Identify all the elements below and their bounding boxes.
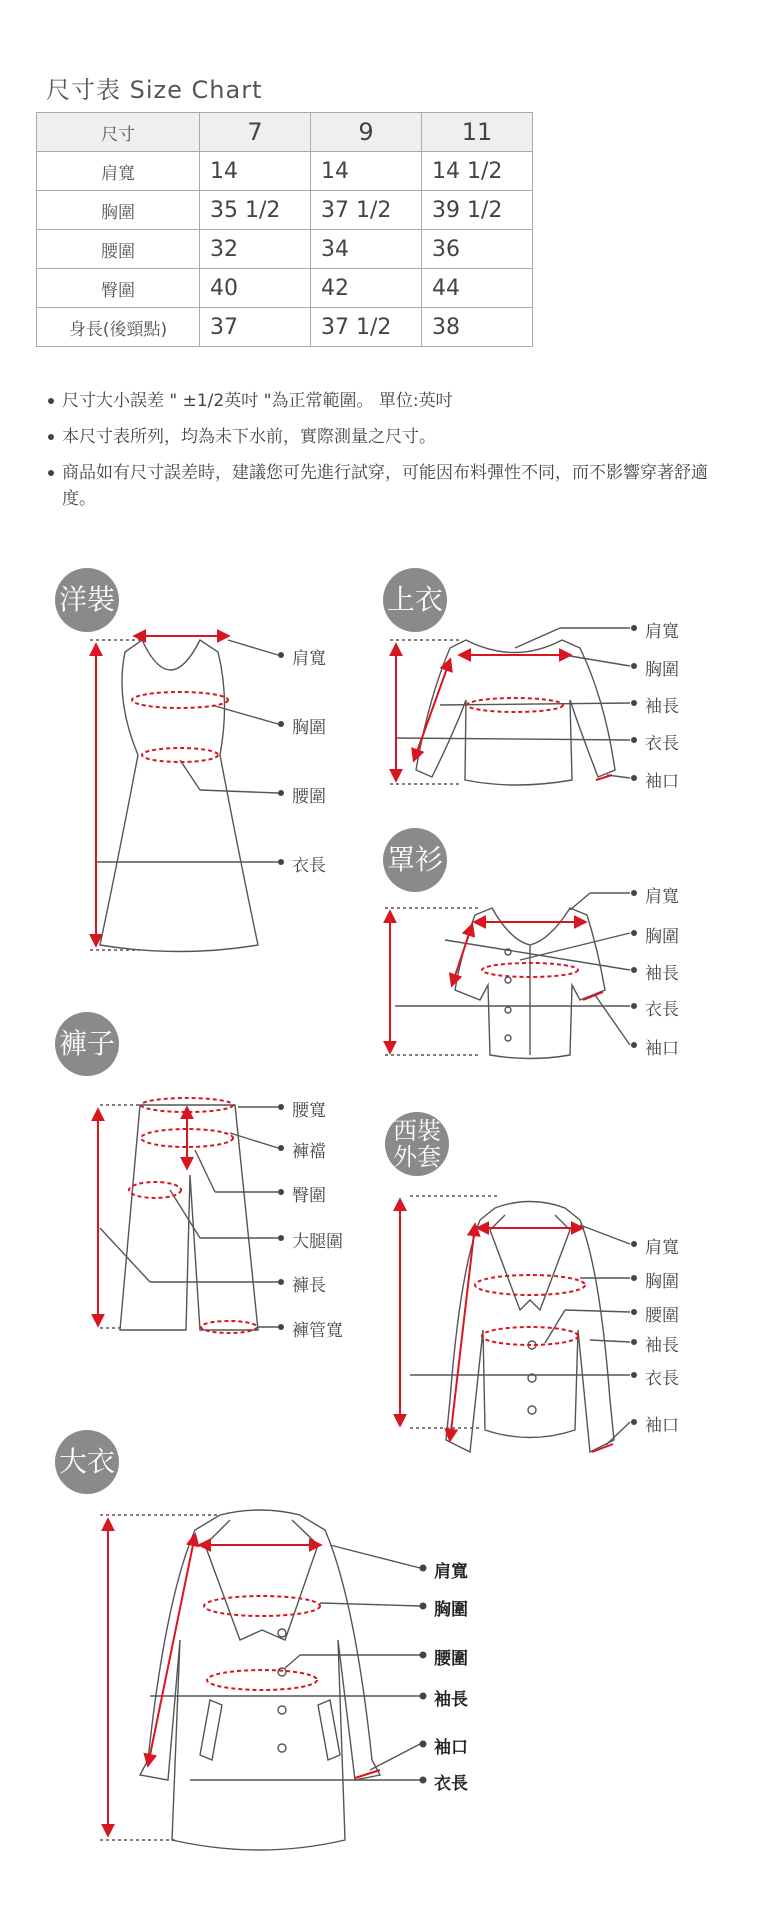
cell: 38 — [422, 308, 533, 347]
coat-label: 胸圍 — [434, 1600, 468, 1620]
pants-label: 褲襠 — [292, 1142, 326, 1162]
badge-blazer — [385, 1112, 449, 1176]
row-label: 肩寬 — [37, 152, 200, 191]
top-label: 袖口 — [645, 772, 679, 792]
coat-label: 袖口 — [434, 1738, 468, 1758]
badge-blazer-line2: 外套 — [393, 1143, 441, 1171]
badge-blazer-line1: 西裝 — [393, 1117, 441, 1145]
badge-pants: 褲子 — [55, 1012, 119, 1076]
pants-label: 腰寬 — [292, 1101, 326, 1121]
blazer-label: 袖口 — [645, 1416, 679, 1436]
cell: 37 — [200, 308, 311, 347]
dress-illustration — [90, 640, 278, 952]
top-label: 衣長 — [645, 734, 679, 754]
dress-label: 肩寬 — [292, 649, 326, 669]
blazer-label: 袖長 — [645, 1336, 679, 1356]
note-item: 尺寸大小誤差 " ±1/2英吋 "為正常範圍。 單位:英吋 — [46, 388, 716, 414]
cell: 44 — [422, 269, 533, 308]
row-label: 身長(後頸點) — [37, 308, 200, 347]
coat-label: 衣長 — [434, 1774, 468, 1794]
pants-label: 褲長 — [292, 1276, 326, 1296]
cell: 32 — [200, 230, 311, 269]
cell: 39 1/2 — [422, 191, 533, 230]
blouse-label: 肩寬 — [645, 887, 679, 907]
cell: 40 — [200, 269, 311, 308]
coat-label: 腰圍 — [434, 1649, 468, 1669]
blazer-label: 衣長 — [645, 1369, 679, 1389]
pants-label: 臀圍 — [292, 1186, 326, 1206]
row-label: 胸圍 — [37, 191, 200, 230]
note-item: 商品如有尺寸誤差時，建議您可先進行試穿，可能因布料彈性不同，而不影響穿著舒適度。 — [46, 460, 716, 512]
pants-label: 褲管寬 — [292, 1321, 343, 1341]
coat-illustration — [100, 1510, 420, 1850]
cell: 14 — [311, 152, 422, 191]
coat-label: 袖長 — [434, 1690, 468, 1710]
blouse-label: 袖口 — [645, 1039, 679, 1059]
row-label: 臀圍 — [37, 269, 200, 308]
cell: 37 1/2 — [311, 191, 422, 230]
badge-dress: 洋裝 — [55, 568, 119, 632]
top-illustration — [390, 628, 630, 785]
dress-label: 腰圍 — [292, 787, 326, 807]
blouse-label: 胸圍 — [645, 927, 679, 947]
top-label: 袖長 — [645, 697, 679, 717]
cell: 34 — [311, 230, 422, 269]
cell: 14 1/2 — [422, 152, 533, 191]
header-cell: 11 — [422, 113, 533, 152]
dress-label: 衣長 — [292, 856, 326, 876]
coat-label: 肩寬 — [434, 1562, 468, 1582]
blouse-label: 衣長 — [645, 1000, 679, 1020]
pants-label: 大腿圍 — [292, 1232, 343, 1252]
badge-coat: 大衣 — [55, 1430, 119, 1494]
top-label: 胸圍 — [645, 660, 679, 680]
blouse-label: 袖長 — [645, 964, 679, 984]
badge-blouse: 罩衫 — [383, 828, 447, 892]
pants-illustration — [100, 1105, 278, 1330]
note-item: 本尺寸表所列，均為未下水前，實際測量之尺寸。 — [46, 424, 716, 450]
page-title: 尺寸表 Size Chart — [46, 76, 263, 104]
cell: 35 1/2 — [200, 191, 311, 230]
cell: 14 — [200, 152, 311, 191]
blazer-label: 腰圍 — [645, 1306, 679, 1326]
cell: 37 1/2 — [311, 308, 422, 347]
header-cell: 7 — [200, 113, 311, 152]
row-label: 腰圍 — [37, 230, 200, 269]
dress-label: 胸圍 — [292, 718, 326, 738]
blazer-label: 肩寬 — [645, 1238, 679, 1258]
top-label: 肩寬 — [645, 622, 679, 642]
cell: 36 — [422, 230, 533, 269]
cell: 42 — [311, 269, 422, 308]
blazer-illustration — [410, 1196, 630, 1452]
header-cell: 9 — [311, 113, 422, 152]
header-cell: 尺寸 — [37, 113, 200, 152]
blazer-label: 胸圍 — [645, 1272, 679, 1292]
badge-top: 上衣 — [383, 568, 447, 632]
